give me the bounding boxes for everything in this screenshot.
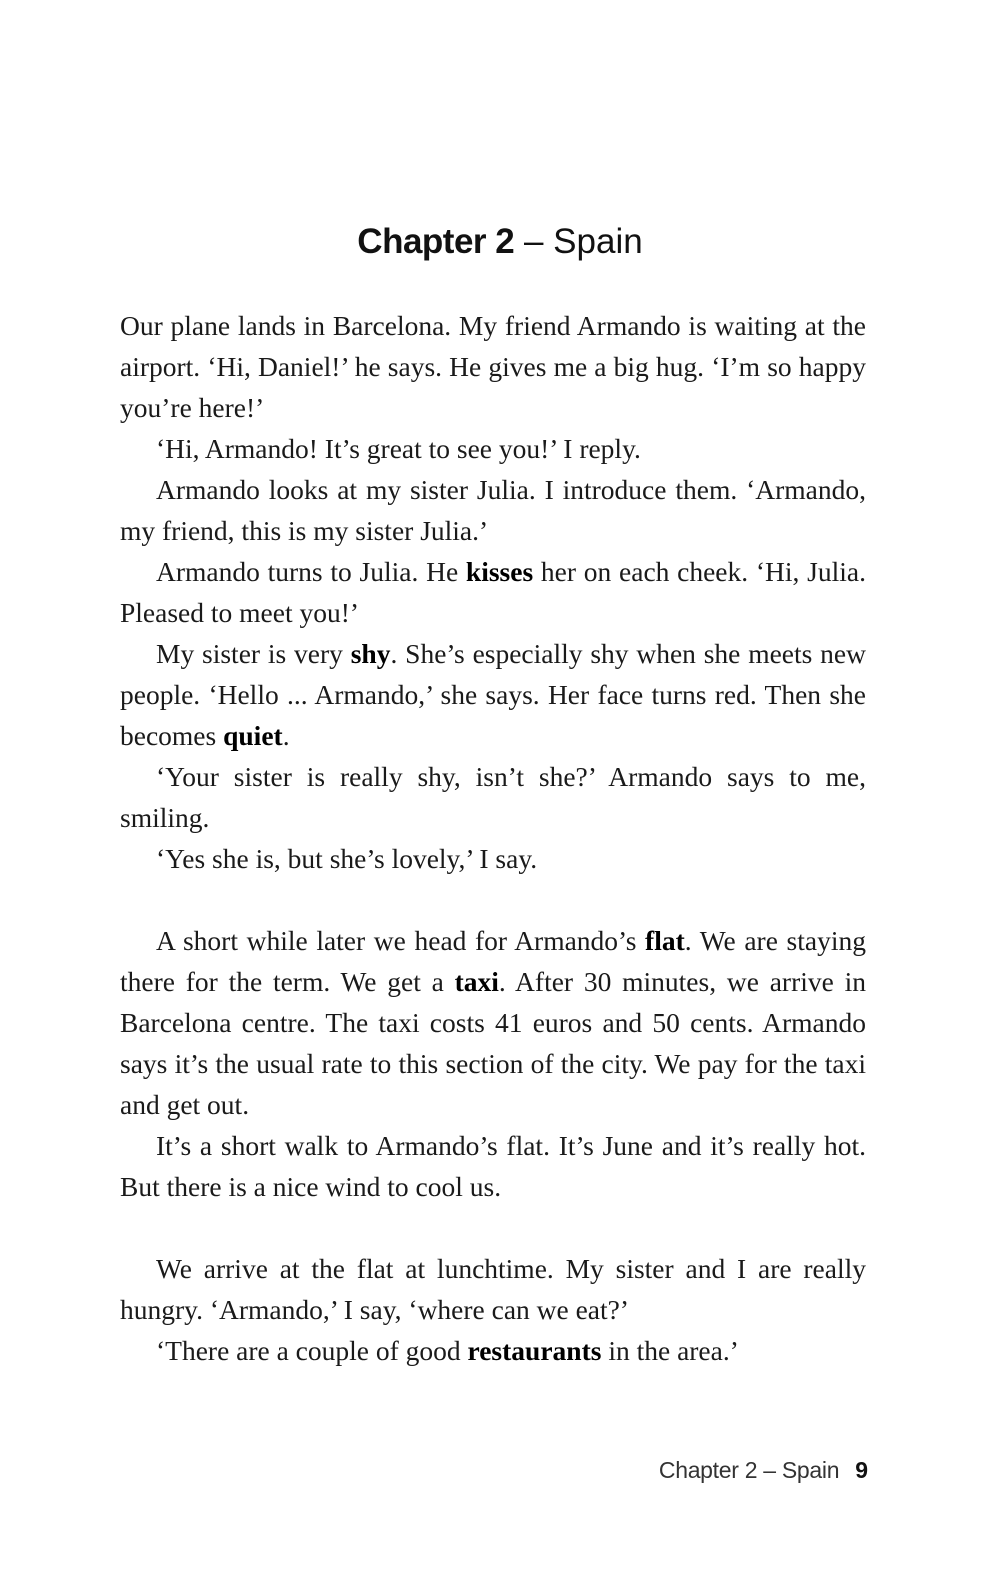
text-segment: . She’s especially shy when she meets new people. ‘Hello ... Armando,’ she says. Her face turns red. Then she becomes	[120, 638, 866, 751]
text-segment: Armando looks at my sister Julia. I introduce them. ‘Armando, my friend, this is my sister Julia.’	[120, 474, 866, 546]
text-segment: ‘Your sister is really shy, isn’t she?’ Armando says to me, smiling.	[120, 761, 866, 833]
glossary-word-flat: flat	[645, 925, 685, 956]
paragraph-6	[120, 756, 866, 838]
paragraph-4	[120, 551, 866, 633]
running-head: Chapter 2 – Spain	[658, 1457, 840, 1483]
text-segment: Our plane lands in Barcelona. My friend Armando is waiting at the airport. ‘Hi, Daniel!’ he says. He gives me a big hug. ‘I’m so happy you’re here!’	[120, 310, 866, 423]
text-segment: .	[282, 720, 290, 751]
paragraph-8	[120, 920, 866, 1125]
text-segment: in the area.’	[601, 1335, 739, 1366]
text-segment: We arrive at the flat at lunchtime. My sister and I are really hungry. ‘Armando,’ I say, ‘where can we eat?’	[120, 1253, 866, 1325]
text-segment: ‘Yes she is, but she’s lovely,’ I say.	[156, 843, 538, 874]
text-segment: My sister is very	[156, 638, 351, 669]
chapter-title-separator: –	[523, 222, 544, 261]
page-footer	[659, 1452, 868, 1488]
paragraph-9	[120, 1125, 866, 1207]
glossary-word-quiet: quiet	[223, 720, 283, 751]
glossary-word-kisses: kisses	[465, 556, 534, 587]
chapter-number: Chapter 2	[357, 222, 515, 261]
paragraph-1	[120, 305, 866, 428]
text-segment: . After 30 minutes, we arrive in Barcelona centre. The taxi costs 41 euros and 50 cents. Armando says it’s the usual rate to this section of the city. We pay for the taxi and get out.	[120, 966, 867, 1120]
paragraph-2	[120, 428, 866, 469]
text-segment: Armando turns to Julia. He	[156, 556, 466, 587]
paragraph-11	[120, 1330, 866, 1371]
text-segment: A short while later we head for Armando’s	[156, 925, 646, 956]
text-segment: . We are staying there for the term. We get a	[120, 925, 866, 997]
chapter-title	[0, 218, 1000, 266]
text-segment: ‘There are a couple of good	[156, 1335, 468, 1366]
paragraph-3	[120, 469, 866, 551]
glossary-word-taxi: taxi	[454, 966, 499, 997]
text-segment: her on each cheek. ‘Hi, Julia. Pleased to meet you!’	[120, 556, 866, 628]
text-segment: ‘Hi, Armando! It’s great to see you!’ I reply.	[156, 433, 641, 464]
glossary-word-restaurants: restaurants	[467, 1335, 602, 1366]
chapter-body	[120, 305, 866, 1371]
chapter-name: Spain	[553, 222, 643, 261]
page-number: 9	[855, 1457, 868, 1483]
text-segment: It’s a short walk to Armando’s flat. It’s June and it’s really hot. But there is a nice wind to cool us.	[120, 1130, 866, 1202]
paragraph-7	[120, 838, 866, 879]
paragraph-10	[120, 1248, 866, 1330]
paragraph-5	[120, 633, 866, 756]
glossary-word-shy: shy	[350, 638, 391, 669]
